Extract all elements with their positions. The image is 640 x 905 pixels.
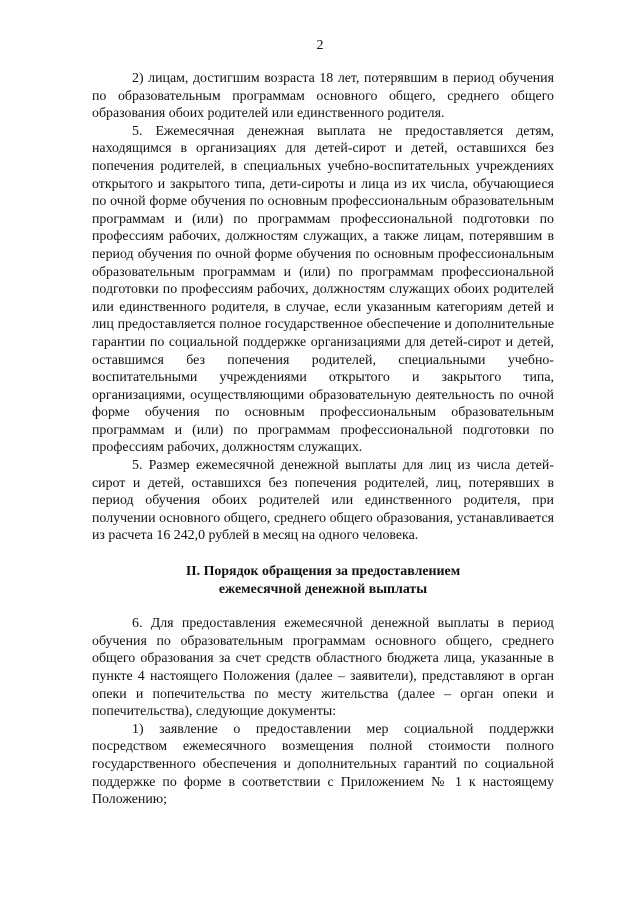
page-number: 2: [316, 38, 324, 53]
section-heading-line-2: ежемесячной денежной выплаты: [218, 581, 428, 597]
section-heading: [92, 563, 554, 598]
paragraph-item-6: 6. Для предоставления ежемесячной денежной выплаты в период обучения по образовательным программам основного общего, среднего общего образования за счет средств областного бюджета лица, указанные в пункте 4 настоящего Положения (далее – заявители), представляют в орган опеки и попечительства по месту жительства (далее – орган опеки и попечительства), следующие документы:: [92, 616, 554, 720]
paragraph-subitem-1: 1) заявление о предоставлении мер социальной поддержки посредством ежемесячного возмещения полной стоимости полного государственного обеспечения и дополнительных гарантий по социальной поддержке по форме в соответствии с Приложением № 1 к настоящему Положению;: [92, 721, 554, 808]
paragraph-item-2: 2) лицам, достигшим возраста 18 лет, потерявшим в период обучения по образовательным программам основного общего, среднего общего образования обоих родителей или единственного родителя.: [92, 71, 554, 122]
section-heading-line-1: II. Порядок обращения за предоставлением: [185, 564, 461, 580]
paragraph-item-5-exclusions: 5. Ежемесячная денежная выплата не предоставляется детям, находящимся в организациях для детей-сирот и детей, оставшихся без попечения родителей, в специальных учебно-воспитательных учреждениях открытого и закрытого типа, дети-сироты и лица из их числа, обучающиеся по очной форме обучения по основным профессиональным образовательным программам и (или) по программам профессиональной подготовки по профессиям рабочих, должностям служащих, а также лицам, потерявшим в период обучения по очной форме обучения по основным профессиональным образовательным программам и (или) по программам профессиональной подготовки по профессиям рабочих, должностям служащих обоих родителей или единственного родителя, в случае, если указанным категориям детей и лиц предоставляется полное государственное обеспечение и дополнительные гарантии по социальной поддержке организациями для детей-сирот и детей, оставшимся без попечения родителей, специальными учебно-воспитательными учреждениями открытого и закрытого типа, организациями, осуществляющими образовательную деятельность по очной форме обучения по основным профессиональным образовательным программам и (или) по программам профессиональной подготовки по профессиям рабочих, должностям служащих.: [92, 123, 554, 456]
document-body: [92, 70, 554, 809]
paragraph-item-5-amount: 5. Размер ежемесячной денежной выплаты для лиц из числа детей-сирот и детей, оставшихся без попечения родителей, лиц, потерявших в период обучения обоих родителей или единственного родителя, при получении основного общего, среднего общего образования, устанавливается из расчета 16 242,0 рублей в месяц на одного человека.: [92, 458, 554, 544]
